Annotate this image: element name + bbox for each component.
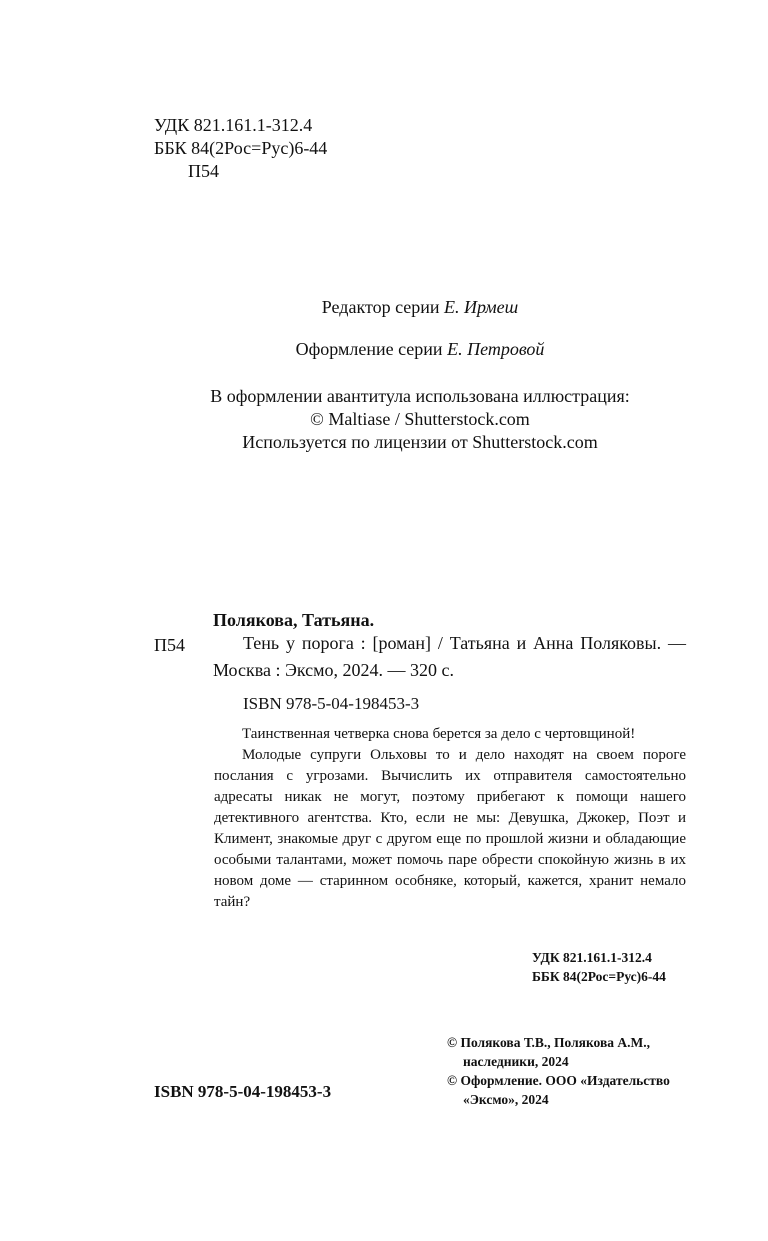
bbk-code: ББК 84(2Рос=Рус)6-44 [154, 138, 328, 158]
footer-udk-code: УДК 821.161.1-312.4 [532, 950, 652, 965]
copyright-design: © Оформление. ООО «Издательство [447, 1073, 670, 1088]
series-design-label: Оформление серии [295, 339, 443, 359]
copyright-design-cont: «Эксмо», 2024 [463, 1092, 549, 1107]
annotation-paragraph: Таинственная четверка снова берется за дело с чертовщиной! [242, 726, 636, 742]
series-design-credit [200, 338, 640, 361]
illustration-license-line: Используется по лицензии от Shutterstock.com [242, 432, 598, 452]
annotation-paragraph: Молодые супруги Ольховы то и дело находят на своем пороге послания с угрозами. Вычислить их отправителя самостоятельно адресаты никак не могут, поэтому прибегают к помощи нашего детективного агентства. Кто, если не мы: Девушка, Джокер, Поэт и Климент, знакомые друг с другом еще по прошлой жизни и обладающие особыми талантами, может помочь паре обрести спокойную жизнь в их новом доме — старинном особняке, который, кажется, хранит немало тайн? [214, 747, 686, 910]
series-editor-credit [200, 296, 640, 319]
bib-isbn: ISBN 978-5-04-198453-3 [243, 694, 420, 713]
annotation [214, 724, 686, 913]
copyright-authors-cont: наследники, 2024 [463, 1054, 569, 1069]
footer-bbk-code: ББК 84(2Рос=Рус)6-44 [532, 969, 666, 984]
author-sign: П54 [188, 161, 219, 181]
copyright-authors: © Полякова Т.В., Полякова А.М., [447, 1035, 650, 1050]
illustration-copyright-line: © Maltiase / Shutterstock.com [310, 409, 530, 429]
series-editor-label: Редактор серии [321, 297, 440, 317]
illustration-notice [100, 385, 740, 454]
illustration-notice-line: В оформлении авантитула использована иллюстрация: [210, 386, 630, 406]
udk-code: УДК 821.161.1-312.4 [154, 115, 313, 135]
series-editor-name: Е. Ирмеш [444, 297, 519, 317]
bib-author-sign: П54 [154, 635, 185, 655]
isbn-bottom: ISBN 978-5-04-198453-3 [154, 1082, 332, 1101]
bibliographic-description: Тень у порога : [роман] / Татьяна и Анна Поляковы. — Москва : Эксмо, 2024. — 320 с. [213, 633, 686, 680]
author-heading: Полякова, Татьяна. [213, 610, 375, 630]
series-design-name: Е. Петровой [447, 339, 545, 359]
copyright-block [447, 1033, 670, 1109]
